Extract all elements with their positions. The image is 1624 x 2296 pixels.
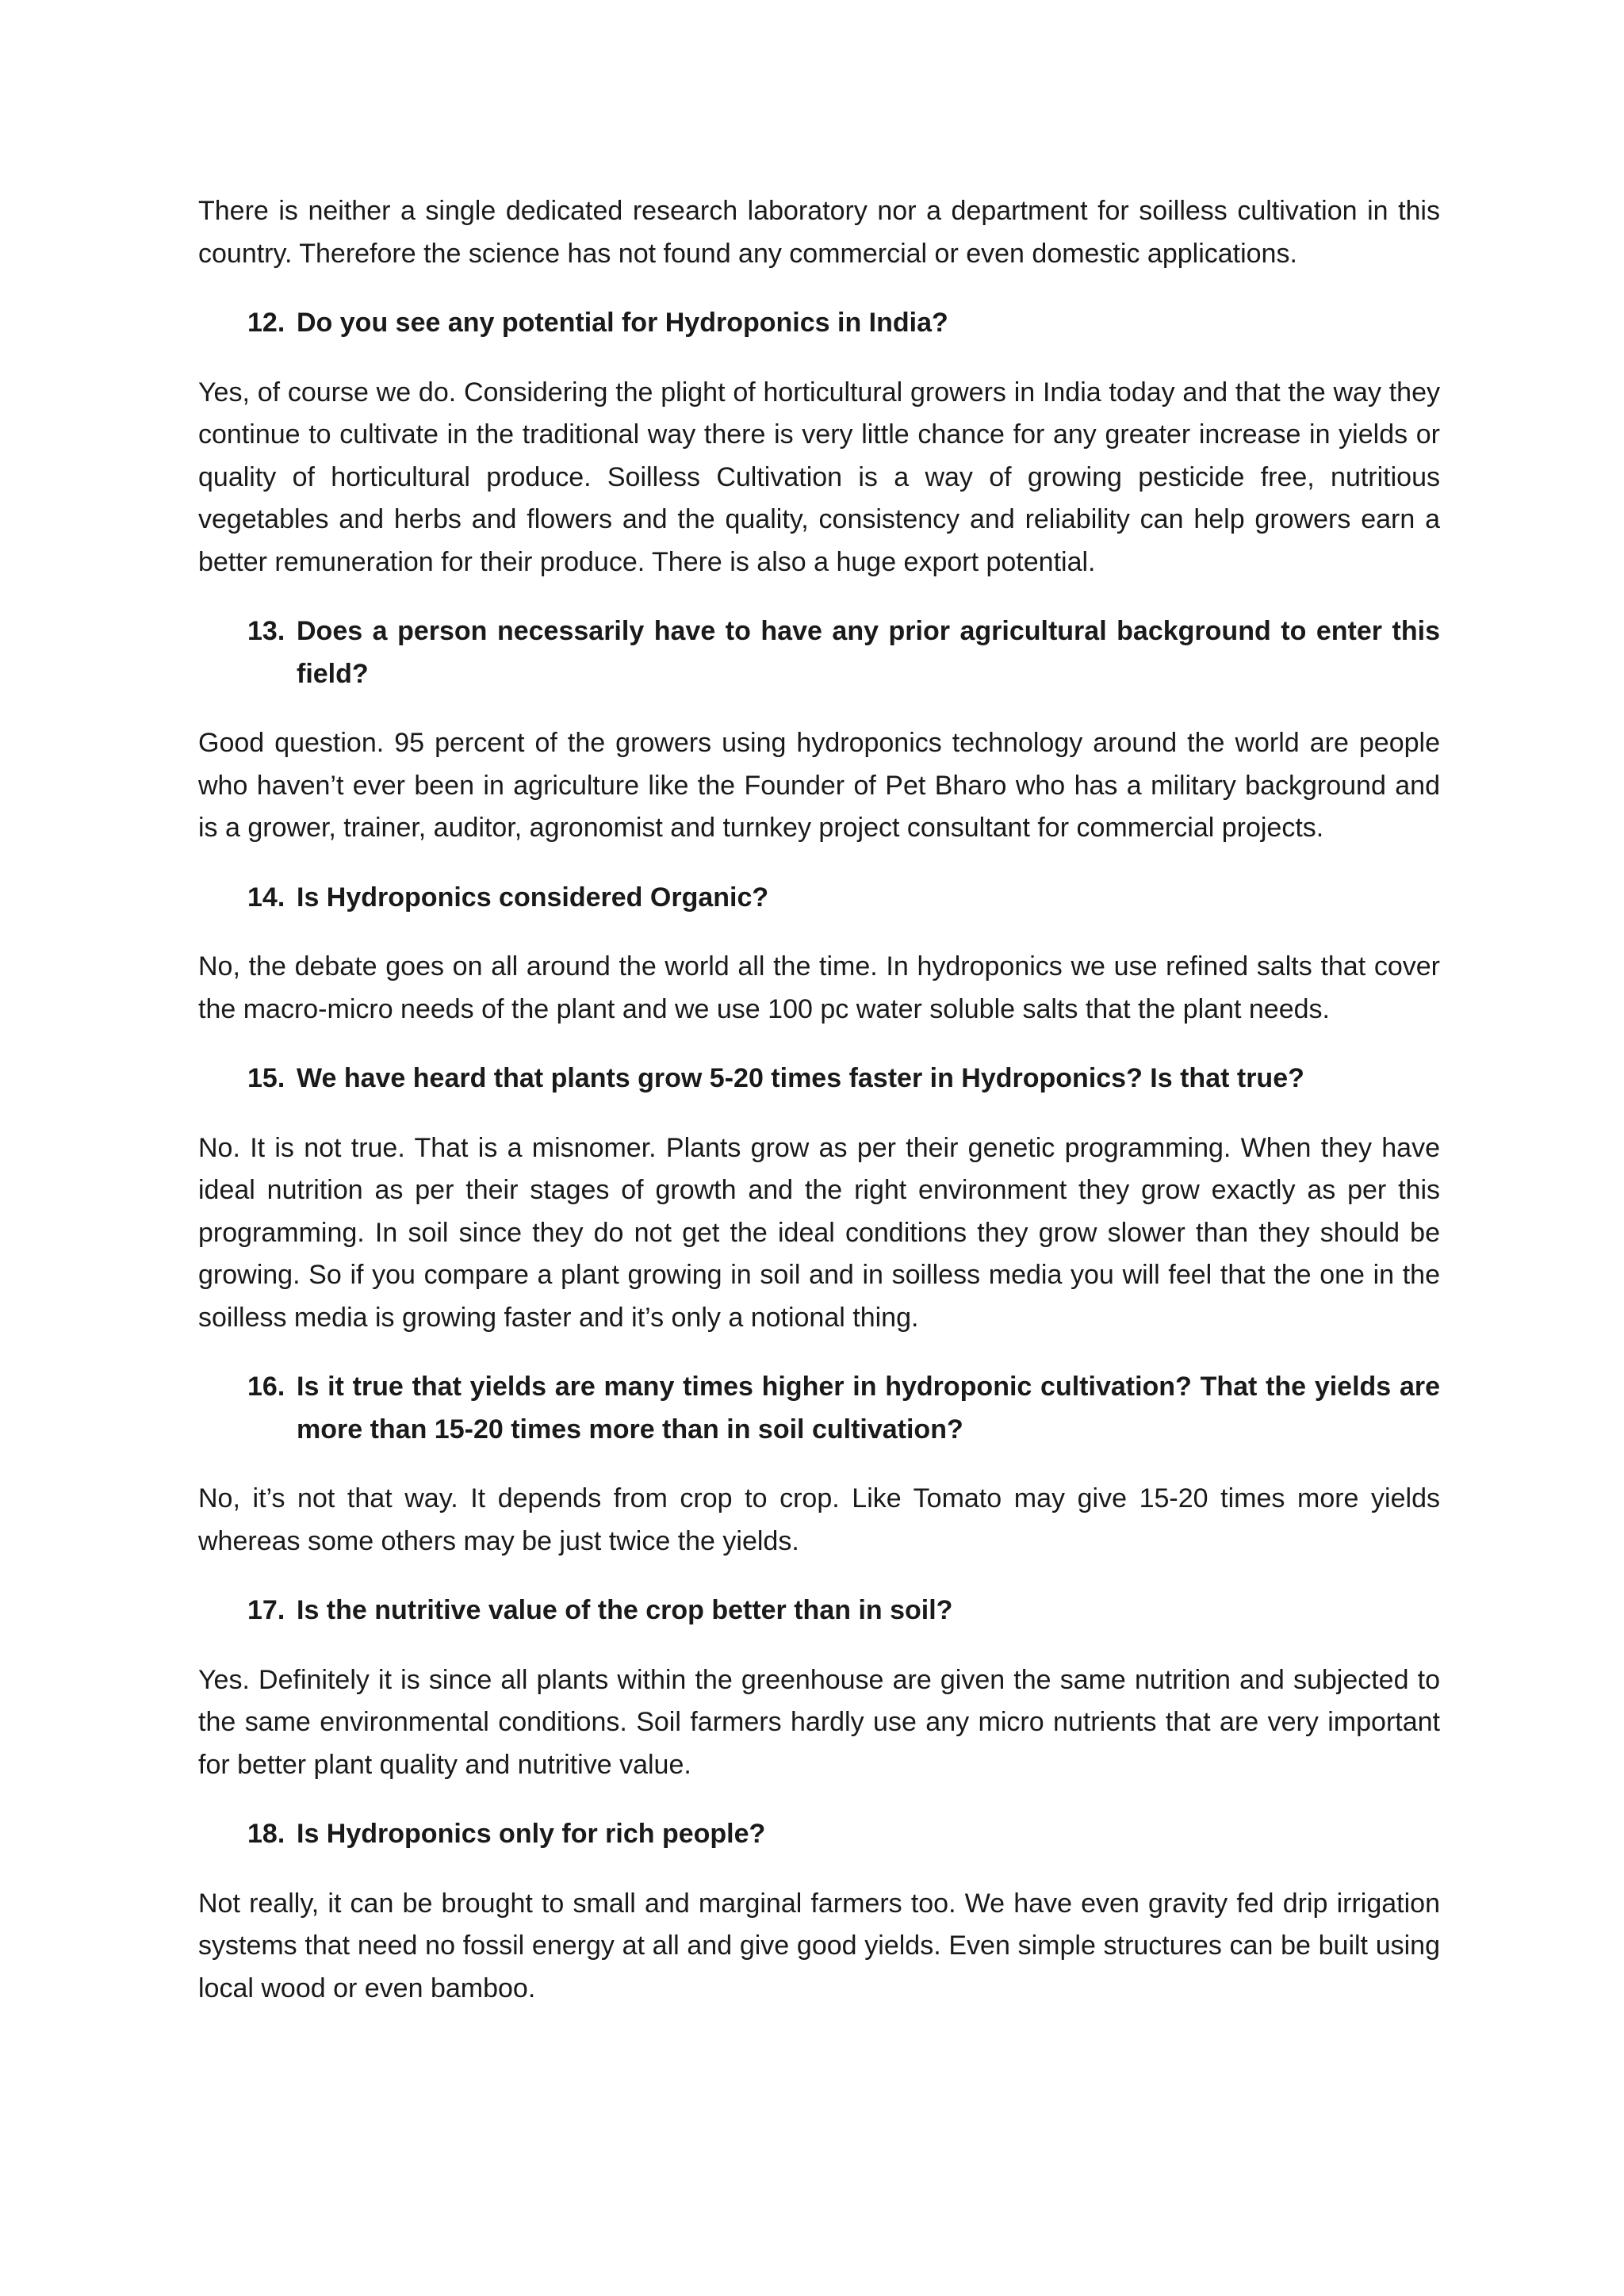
question-text: Is Hydroponics considered Organic? [297, 882, 769, 913]
question-14 [198, 877, 1440, 920]
answer-16: No, it’s not that way. It depends from crop to crop. Like Tomato may give 15-20 times more yields whereas some others may be just twice the yields. [198, 1483, 1440, 1556]
question-12 [198, 302, 1440, 345]
intro-paragraph: There is neither a single dedicated research laboratory nor a department for soilless cultivation in this country. Therefore the science has not found any commercial or even domestic applications. [198, 196, 1440, 269]
question-16 [198, 1366, 1440, 1451]
question-text: Is it true that yields are many times higher in hydroponic cultivation? That the yields are more than 15-20 times more than in soil cultivation? [297, 1372, 1440, 1445]
question-number: 16. [247, 1372, 285, 1402]
question-text: Is the nutritive value of the crop better than in soil? [297, 1595, 953, 1625]
question-number: 15. [247, 1063, 285, 1093]
answer-14: No, the debate goes on all around the world all the time. In hydroponics we use refined salts that cover the macro-micro needs of the plant and we use 100 pc water soluble salts that the plant needs. [198, 951, 1440, 1024]
question-text: Do you see any potential for Hydroponics in India? [297, 308, 948, 338]
answer-15: No. It is not true. That is a misnomer. Plants grow as per their genetic programming. When they have ideal nutrition as per their stages of growth and the right environment they grow exactly as per this programming. In soil since they do not get the ideal conditions they grow slower than they should be growing. So if you compare a plant growing in soil and in soilless media you will feel that the one in the soilless media is growing faster and it’s only a notional thing. [198, 1132, 1440, 1333]
question-number: 14. [247, 882, 285, 913]
question-number: 13. [247, 616, 285, 646]
question-17 [198, 1590, 1440, 1632]
question-number: 12. [247, 308, 285, 338]
question-text: Is Hydroponics only for rich people? [297, 1819, 766, 1849]
question-text: Does a person necessarily have to have any prior agricultural background to enter this field? [297, 616, 1440, 689]
answer-17: Yes. Definitely it is since all plants within the greenhouse are given the same nutrition and subjected to the same environmental conditions. Soil farmers hardly use any micro nutrients that are very important for better plant quality and nutritive value. [198, 1664, 1440, 1780]
question-text: We have heard that plants grow 5-20 times faster in Hydroponics? Is that true? [297, 1063, 1304, 1093]
question-15 [198, 1058, 1440, 1100]
question-13 [198, 610, 1440, 695]
answer-18: Not really, it can be brought to small and marginal farmers too. We have even gravity fed drip irrigation systems that need no fossil energy at all and give good yields. Even simple structures can be built using local wood or even bamboo. [198, 1888, 1440, 2003]
document-page [198, 190, 1440, 2037]
question-number: 17. [247, 1595, 285, 1625]
question-number: 18. [247, 1819, 285, 1849]
question-18 [198, 1813, 1440, 1856]
answer-13: Good question. 95 percent of the growers using hydroponics technology around the world are people who haven’t ever been in agriculture like the Founder of Pet Bharo who has a military background and is a grower, trainer, auditor, agronomist and turnkey project consultant for commercial projects. [198, 728, 1440, 843]
answer-12: Yes, of course we do. Considering the plight of horticultural growers in India today and that the way they continue to cultivate in the traditional way there is very little chance for any greater increase in yields or quality of horticultural produce. Soilless Cultivation is a way of growing pesticide free, nutritious vegetables and herbs and flowers and the quality, consistency and reliability can help growers earn a better remuneration for their produce. There is also a huge export potential. [198, 377, 1440, 577]
